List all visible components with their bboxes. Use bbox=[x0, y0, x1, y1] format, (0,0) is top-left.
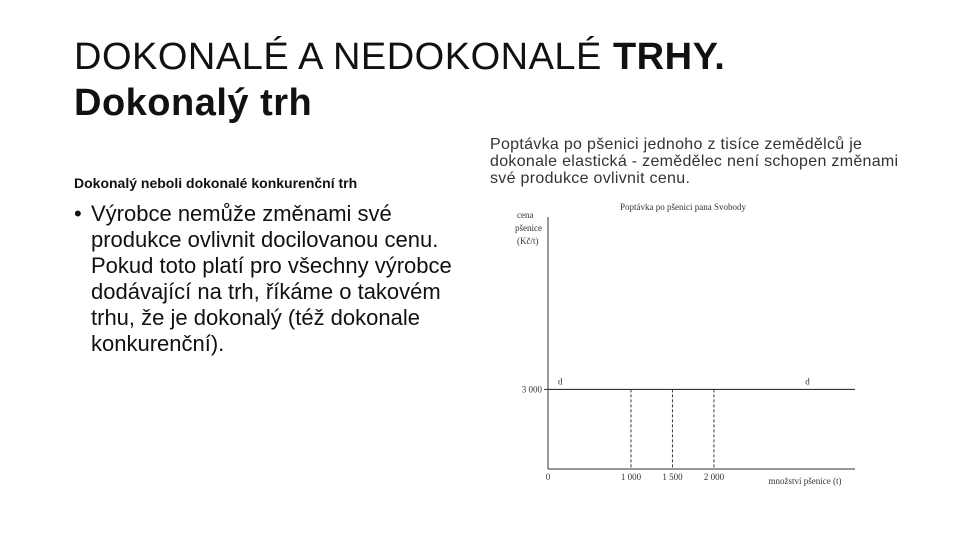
demand-chart bbox=[505, 195, 875, 490]
y-axis-label-line2: pšenice bbox=[515, 223, 542, 233]
x-tick-label: 2 000 bbox=[703, 472, 725, 482]
bullet-dot-icon: • bbox=[74, 201, 82, 226]
chart-title: Poptávka po pšenici pana Svobody bbox=[620, 202, 746, 212]
slide-title bbox=[74, 34, 894, 126]
x-axis-label: množství pšenice (t) bbox=[768, 476, 842, 486]
chart-caption: Poptávka po pšenici jednoho z tisíce zemědělců je dokonale elastická - zemědělec není schopen změnami své produkce ovlivnit cenu. bbox=[490, 136, 899, 187]
subheading: Dokonalý neboli dokonalé konkurenční trh bbox=[74, 175, 358, 191]
y-axis-label-line1: cena bbox=[517, 210, 534, 220]
slide-title-part2: TRHY. Dokonalý trh bbox=[74, 36, 726, 124]
demand-chart-svg bbox=[505, 195, 875, 490]
y-axis-label-line3: (Kč/t) bbox=[517, 236, 539, 246]
x-tick-label: 1 000 bbox=[620, 472, 642, 482]
x-tick-label: 1 500 bbox=[662, 472, 683, 482]
series-label-right: d bbox=[805, 376, 810, 387]
y-tick-label: 3 000 bbox=[521, 384, 542, 395]
slide-title-part1: DOKONALÉ A NEDOKONALÉ bbox=[74, 36, 613, 78]
origin-label: 0 bbox=[545, 472, 551, 482]
bullet-list bbox=[74, 201, 474, 357]
series-label-left: d bbox=[558, 376, 563, 387]
bullet-item bbox=[74, 201, 474, 357]
bullet-text: Výrobce nemůže změnami své produkce ovlivnit docilovanou cenu. Pokud toto platí pro všechny výrobce dodávající na trh, říkáme o takovém trhu, že je dokonalý (též dokonale konkurenční). bbox=[91, 201, 452, 356]
